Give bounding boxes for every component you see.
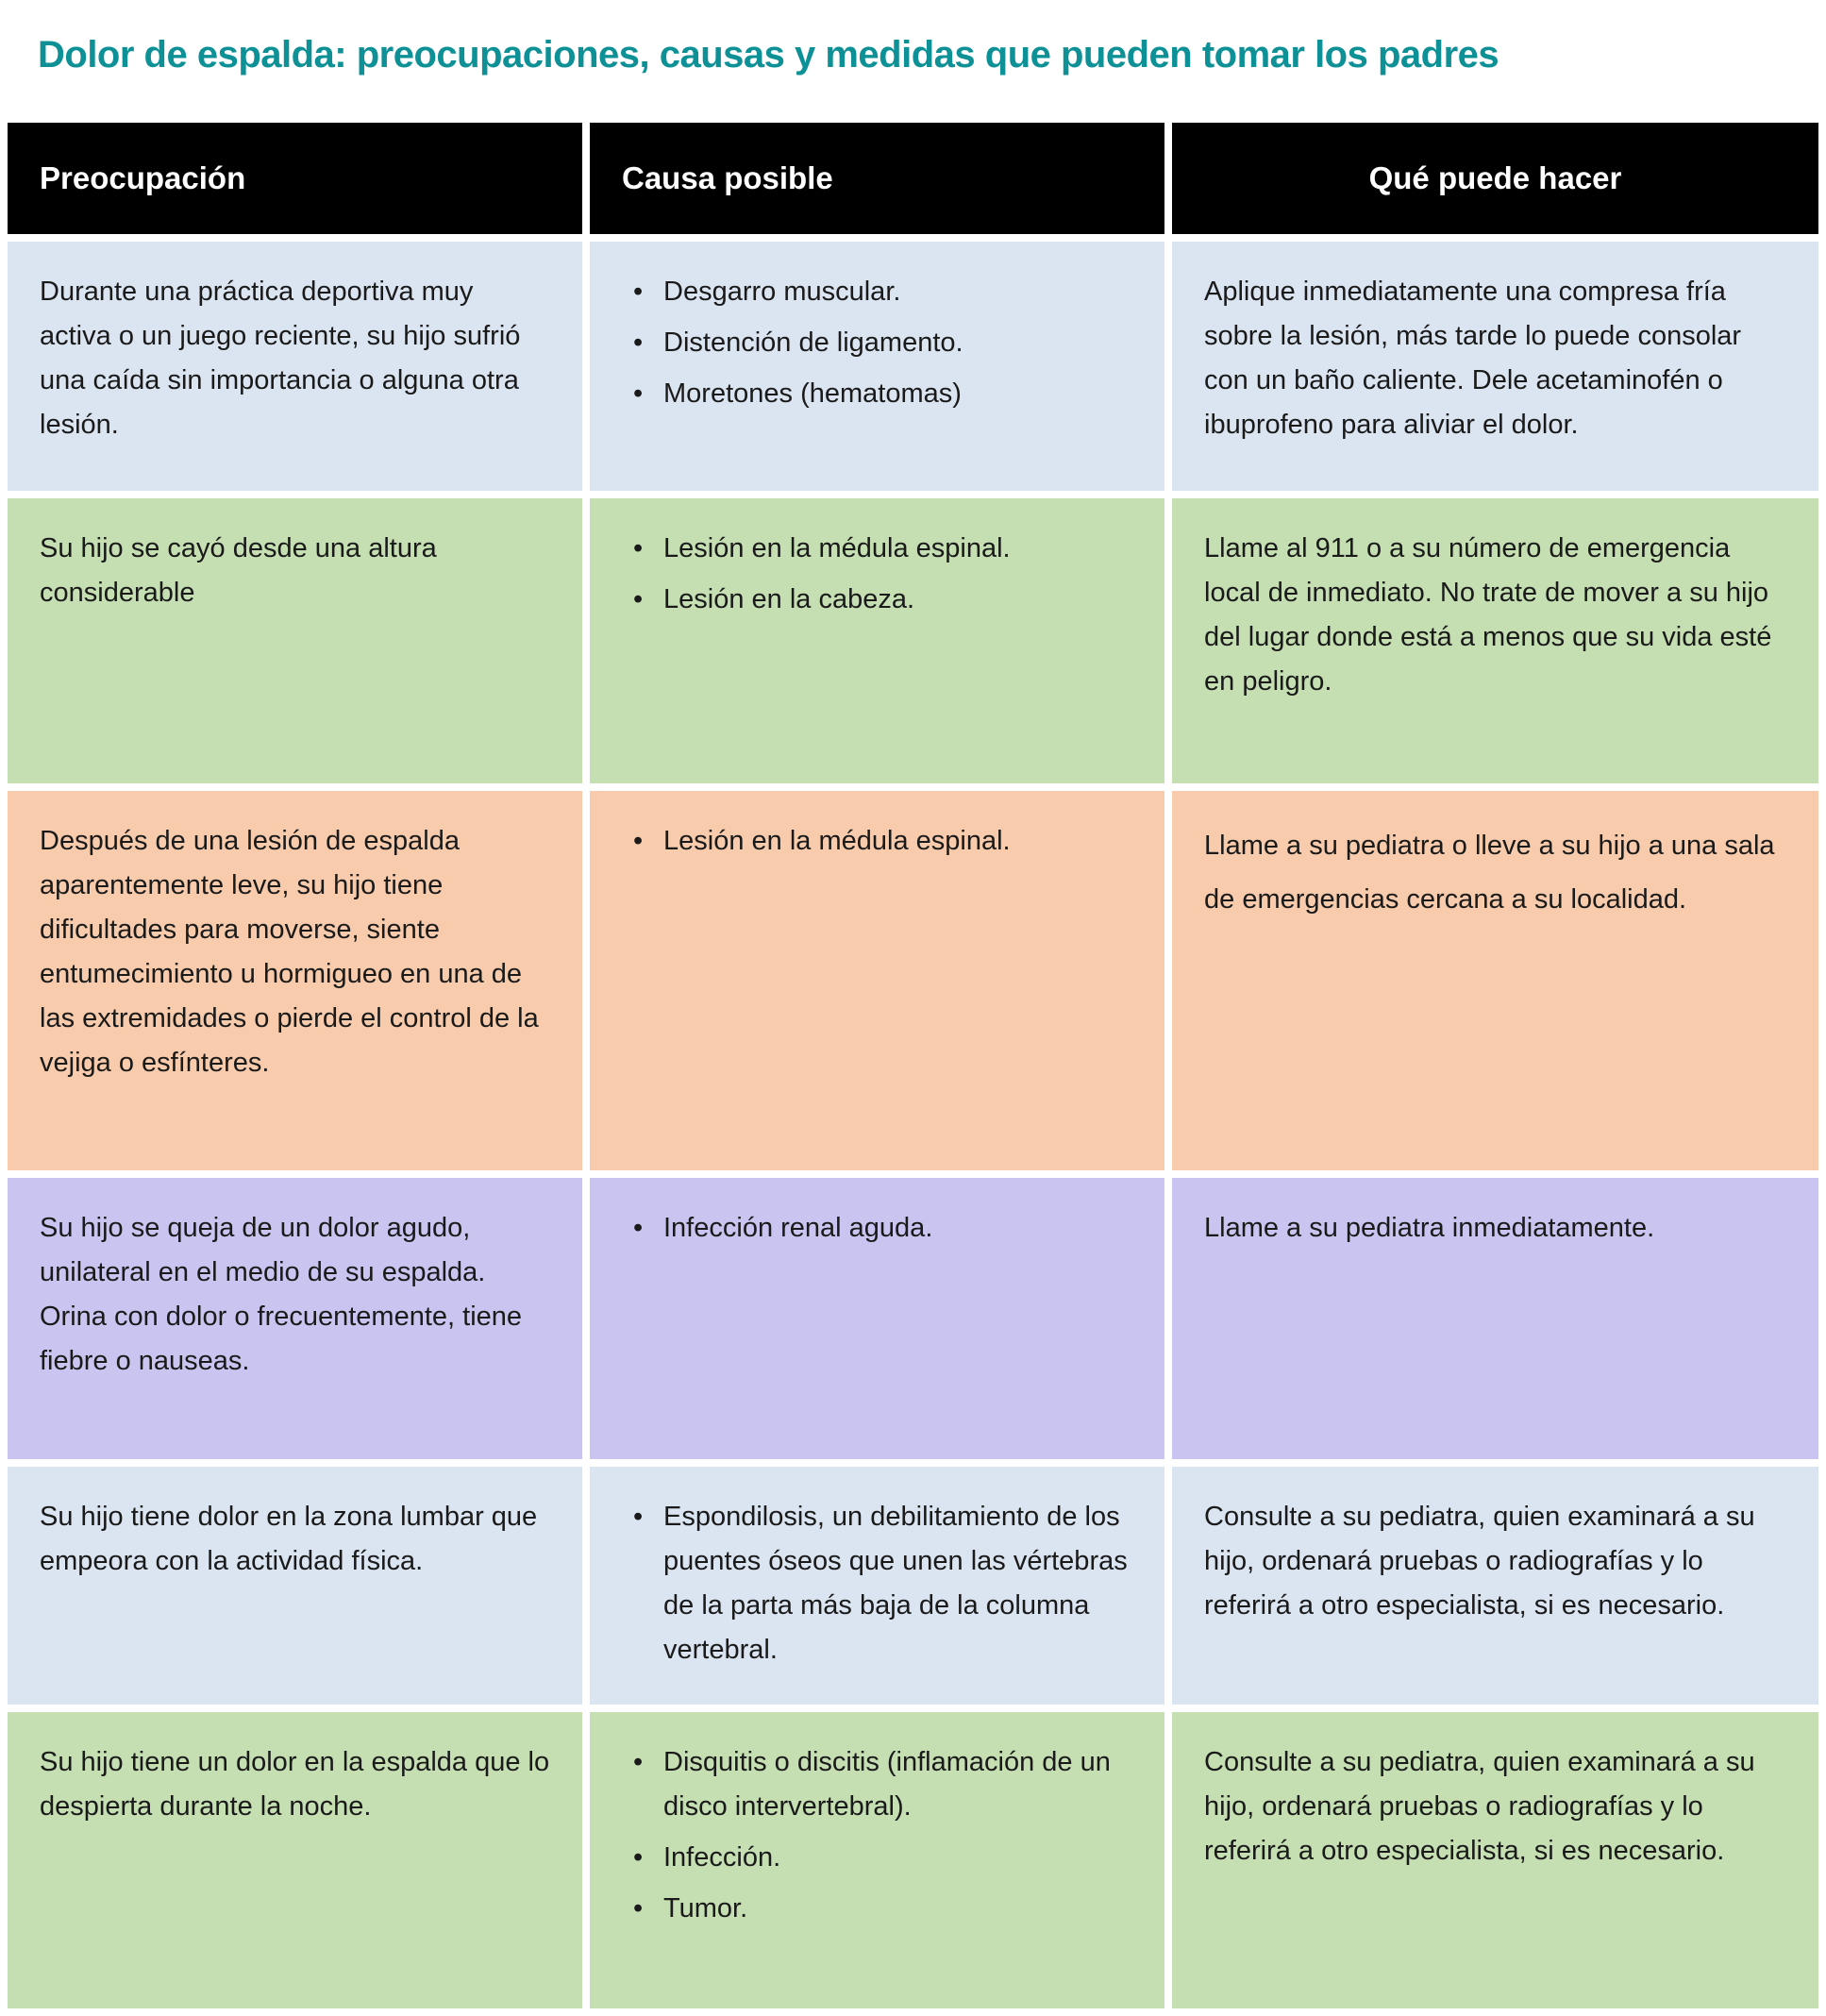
concern-text: Su hijo tiene un dolor en la espalda que lo despierta durante la noche.: [40, 1747, 550, 1822]
action-cell: [1172, 242, 1818, 491]
cause-item: • Distención de ligamento.: [622, 321, 1132, 365]
action-text: Consulte a su pediatra, quien examinará a su hijo, ordenará pruebas o radiografías y lo referirá a otro especialista, si es necesario.: [1204, 1747, 1755, 1866]
cause-list: [622, 270, 1132, 416]
action-text: Consulte a su pediatra, quien examinará a su hijo, ordenará pruebas o radiografías y lo referirá a otro especialista, si es necesario.: [1204, 1502, 1755, 1621]
cause-item: • Espondilosis, un debilitamiento de los puentes óseos que unen las vértebras de la parta más baja de la columna vertebral.: [622, 1495, 1132, 1672]
cause-cell: [590, 1178, 1164, 1459]
concern-cell: [8, 791, 582, 1170]
table-row: [8, 242, 1818, 491]
concern-cell: [8, 1712, 582, 2008]
cause-cell: [590, 791, 1164, 1170]
cause-cell: [590, 498, 1164, 783]
cause-cell: [590, 1712, 1164, 2008]
action-cell: [1172, 1467, 1818, 1705]
cause-list: [622, 527, 1132, 622]
cause-list: [622, 819, 1132, 864]
cause-item: • Lesión en la médula espinal.: [622, 527, 1132, 571]
cause-item: • Desgarro muscular.: [622, 270, 1132, 314]
table-row: [8, 1712, 1818, 2008]
action-text: Llame a su pediatra o lleve a su hijo a una sala de emergencias cercana a su localidad.: [1204, 831, 1775, 915]
column-header-causa-posible: Causa posible: [590, 123, 1164, 234]
table-row: [8, 498, 1818, 783]
table-row: [8, 791, 1818, 1170]
concern-text: Su hijo tiene dolor en la zona lumbar que empeora con la actividad física.: [40, 1502, 538, 1576]
concern-text: Durante una práctica deportiva muy activa o un juego reciente, su hijo sufrió una caída sin importancia o alguna otra lesión.: [40, 277, 521, 440]
concern-cell: [8, 1178, 582, 1459]
concern-cell: [8, 242, 582, 491]
cause-list: [622, 1206, 1132, 1251]
action-text: Llame al 911 o a su número de emergencia local de inmediato. No trate de mover a su hijo del lugar donde está a menos que su vida esté en peligro.: [1204, 533, 1772, 697]
table-row: [8, 1467, 1818, 1705]
cause-list: [622, 1740, 1132, 1931]
cause-item: • Lesión en la médula espinal.: [622, 819, 1132, 864]
action-text: Aplique inmediatamente una compresa fría sobre la lesión, más tarde lo puede consolar con un baño caliente. Dele acetaminofén o ibuprofeno para aliviar el dolor.: [1204, 277, 1742, 440]
concern-text: Después de una lesión de espalda aparentemente leve, su hijo tiene dificultades para moverse, siente entumecimiento u hormigueo en una de las extremidades o pierde el control de la vejiga o esfínteres.: [40, 826, 539, 1078]
page-title: Dolor de espalda: preocupaciones, causas y medidas que pueden tomar los padres: [38, 34, 1499, 76]
concern-cell: [8, 498, 582, 783]
concern-text: Su hijo se cayó desde una altura considerable: [40, 533, 437, 608]
action-cell: [1172, 498, 1818, 783]
title-block: [0, 0, 1826, 115]
concern-text: Su hijo se queja de un dolor agudo, unilateral en el medio de su espalda. Orina con dolor o frecuentemente, tiene fiebre o nauseas.: [40, 1213, 523, 1376]
cause-item: • Infección.: [622, 1836, 1132, 1880]
action-text: Llame a su pediatra inmediatamente.: [1204, 1213, 1655, 1243]
column-header-preocupacion: Preocupación: [8, 123, 582, 234]
cause-item: • Moretones (hematomas): [622, 372, 1132, 416]
action-cell: [1172, 1178, 1818, 1459]
action-cell: [1172, 1712, 1818, 2008]
cause-item: • Tumor.: [622, 1887, 1132, 1931]
cause-item: • Lesión en la cabeza.: [622, 578, 1132, 622]
cause-item: • Disquitis o discitis (inflamación de un disco intervertebral).: [622, 1740, 1132, 1829]
back-pain-table: [0, 115, 1826, 2016]
concern-cell: [8, 1467, 582, 1705]
column-header-que-puede-hacer: Qué puede hacer: [1172, 123, 1818, 234]
action-cell: [1172, 791, 1818, 1170]
table-row: [8, 1178, 1818, 1459]
header-row: [8, 123, 1818, 234]
cause-item: • Infección renal aguda.: [622, 1206, 1132, 1251]
cause-cell: [590, 242, 1164, 491]
cause-cell: [590, 1467, 1164, 1705]
cause-list: [622, 1495, 1132, 1672]
